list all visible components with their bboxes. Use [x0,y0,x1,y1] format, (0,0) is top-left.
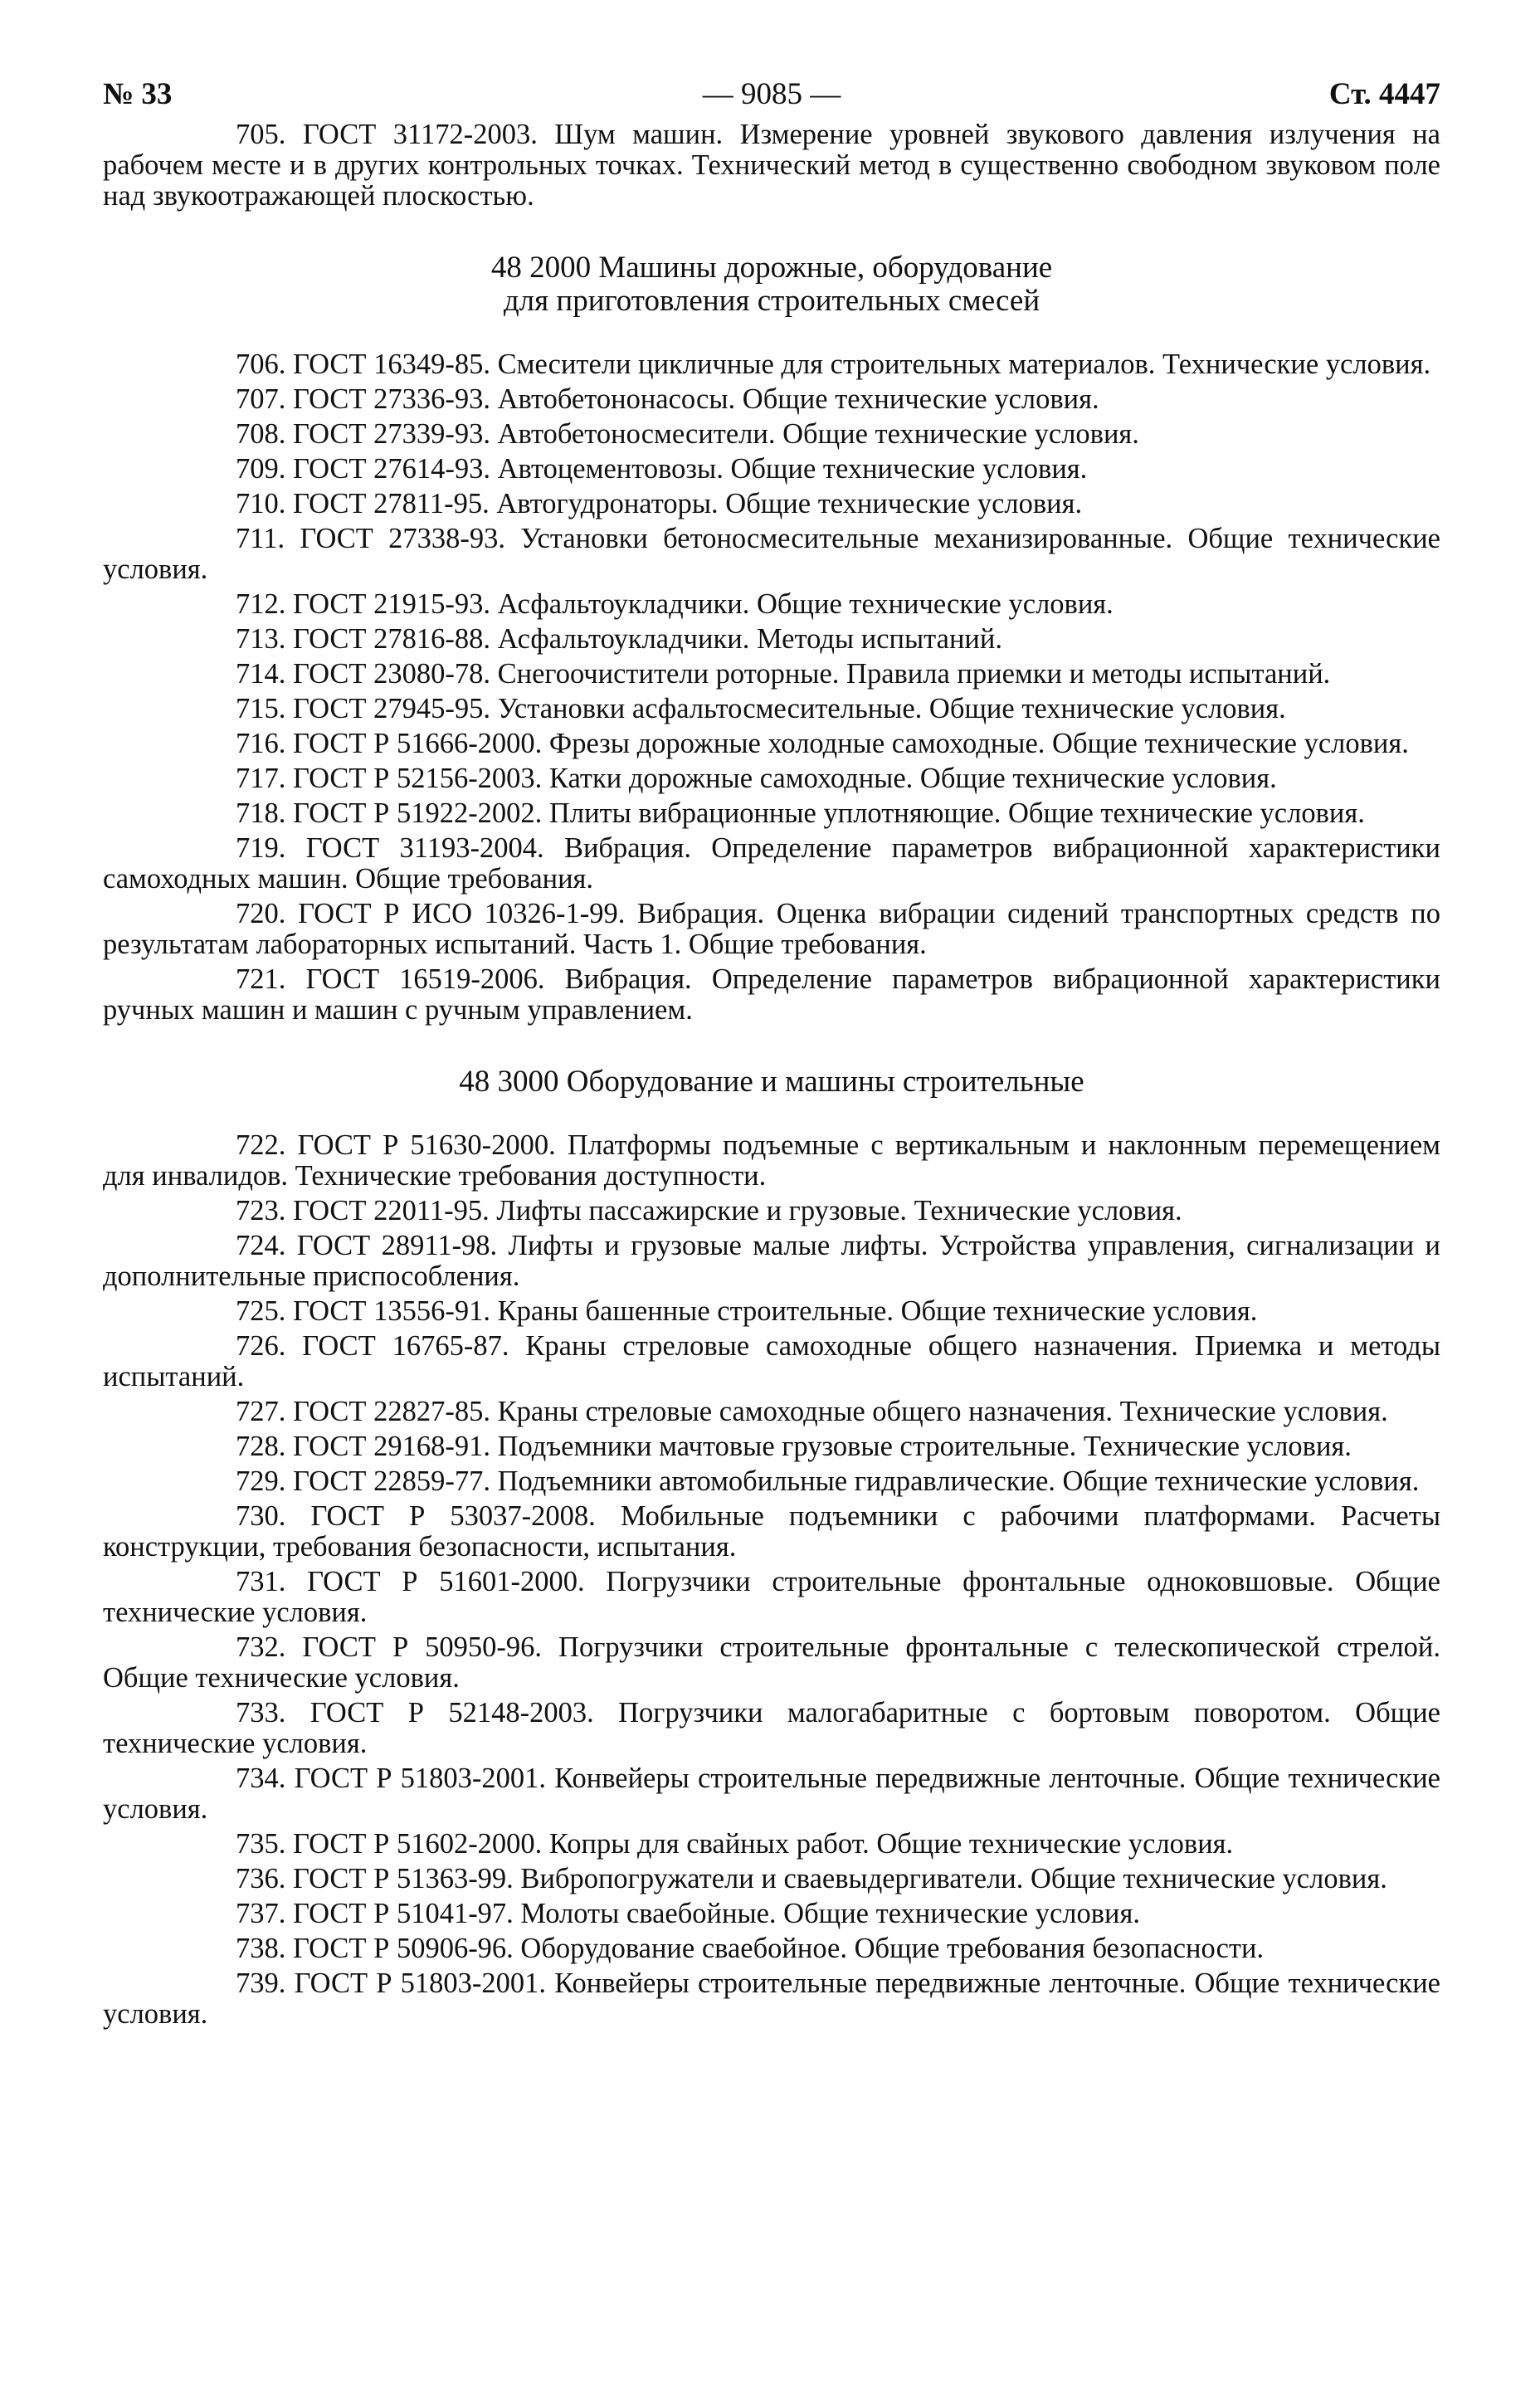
standard-entry: 734. ГОСТ Р 51803-2001. Конвейеры строительные передвижные ленточные. Общие технические условия. [103,1763,1440,1825]
standard-entry: 707. ГОСТ 27336-93. Автобетононасосы. Общие технические условия. [236,383,1099,415]
standard-entry: 730. ГОСТ Р 53037-2008. Мобильные подъемники с рабочими платформами. Расчеты конструкции, требования безопасности, испытания. [103,1500,1440,1563]
standard-entry: 714. ГОСТ 23080-78. Снегоочистители роторные. Правила приемки и методы испытаний. [236,658,1331,690]
standard-entry: 735. ГОСТ Р 51602-2000. Копры для свайных работ. Общие технические условия. [236,1828,1234,1860]
standard-entry: 718. ГОСТ Р 51922-2002. Плиты вибрационные уплотняющие. Общие технические условия. [236,797,1365,829]
section-title [103,1065,1440,1099]
standard-entry: 726. ГОСТ 16765-87. Краны стреловые самоходные общего назначения. Приемка и методы испытаний. [103,1330,1440,1392]
standard-entry: 728. ГОСТ 29168-91. Подъемники мачтовые грузовые строительные. Технические условия. [236,1431,1352,1462]
standard-entry: 717. ГОСТ Р 52156-2003. Катки дорожные самоходные. Общие технические условия. [236,763,1277,794]
section-title-line: 48 3000 Оборудование и машины строительные [459,1065,1084,1099]
standard-entry: 737. ГОСТ Р 51041-97. Молоты сваебойные. Общие технические условия. [236,1898,1141,1929]
standard-entry: 738. ГОСТ Р 50906-96. Оборудование сваебойное. Общие требования безопасности. [236,1933,1265,1964]
page-header [103,70,1440,119]
standard-entry: 727. ГОСТ 22827-85. Краны стреловые самоходные общего назначения. Технические условия. [236,1396,1388,1427]
section-construction-machines [103,1065,1440,2030]
standard-entry: 736. ГОСТ Р 51363-99. Вибропогружатели и сваевыдергиватели. Общие технические условия. [236,1863,1387,1894]
intro-entries [103,119,1440,212]
standard-entry: 723. ГОСТ 22011-95. Лифты пассажирские и грузовые. Технические условия. [236,1195,1182,1226]
standard-entry: 716. ГОСТ Р 51666-2000. Фрезы дорожные холодные самоходные. Общие технические условия. [236,728,1409,759]
standard-entry: 733. ГОСТ Р 52148-2003. Погрузчики малогабаритные с бортовым поворотом. Общие технические условия. [103,1697,1440,1759]
section-title-line: для приготовления строительных смесей [503,284,1040,318]
section-title-line: 48 2000 Машины дорожные, оборудование [490,251,1053,285]
standard-entry: 731. ГОСТ Р 51601-2000. Погрузчики строительные фронтальные одноковшовые. Общие технические условия. [103,1566,1440,1628]
standard-entry: 706. ГОСТ 16349-85. Смесители цикличные для строительных материалов. Технические условия. [236,349,1431,380]
document-page [103,70,1440,2034]
standard-entry: 715. ГОСТ 27945-95. Установки асфальтосмесительные. Общие технические условия. [236,693,1286,724]
standard-entry: 732. ГОСТ Р 50950-96. Погрузчики строительные фронтальные с телескопической стрелой. Общие технические условия. [103,1631,1440,1694]
standard-entry: 720. ГОСТ Р ИСО 10326-1-99. Вибрация. Оценка вибрации сидений транспортных средств по результатам лабораторных испытаний. Часть 1. Общие требования. [103,898,1440,960]
section-road-machines [103,251,1440,1026]
standard-entry: 725. ГОСТ 13556-91. Краны башенные строительные. Общие технические условия. [236,1295,1258,1327]
standard-entry: 708. ГОСТ 27339-93. Автобетоносмесители. Общие технические условия. [236,418,1139,450]
standard-entry: 710. ГОСТ 27811-95. Автогудронаторы. Общие технические условия. [236,488,1083,519]
standard-entry: 713. ГОСТ 27816-88. Асфальтоукладчики. Методы испытаний. [236,623,1002,655]
standard-entry: 709. ГОСТ 27614-93. Автоцементовозы. Общие технические условия. [236,453,1088,485]
standard-entry: 721. ГОСТ 16519-2006. Вибрация. Определение параметров вибрационной характеристики ручных машин и машин с ручным управлением. [103,963,1440,1026]
article-number: Ст. 4447 [1328,77,1440,111]
standard-entry: 724. ГОСТ 28911-98. Лифты и грузовые малые лифты. Устройства управления, сигнализации и дополнительные приспособления. [103,1230,1440,1292]
issue-number: № 33 [103,77,173,111]
standard-entry: 739. ГОСТ Р 51803-2001. Конвейеры строительные передвижные ленточные. Общие технические условия. [103,1967,1440,2030]
standard-entry: 719. ГОСТ 31193-2004. Вибрация. Определение параметров вибрационной характеристики самоходных машин. Общие требования. [103,832,1440,895]
standard-entry: 711. ГОСТ 27338-93. Установки бетоносмесительные механизированные. Общие технические условия. [103,523,1440,585]
standard-entry: 729. ГОСТ 22859-77. Подъемники автомобильные гидравлические. Общие технические условия. [236,1465,1420,1497]
page-number: — 9085 — [702,77,841,111]
standard-entry: 705. ГОСТ 31172-2003. Шум машин. Измерение уровней звукового давления излучения на рабочем месте и в других контрольных точках. Технический метод в существенно свободном звуковом поле над звукоотражающей плоскостью. [103,119,1440,212]
standard-entry: 712. ГОСТ 21915-93. Асфальтоукладчики. Общие технические условия. [236,588,1114,620]
section-title [103,251,1440,318]
standard-entry: 722. ГОСТ Р 51630-2000. Платформы подъемные с вертикальным и наклонным перемещением для инвалидов. Технические требования доступности. [103,1129,1440,1192]
